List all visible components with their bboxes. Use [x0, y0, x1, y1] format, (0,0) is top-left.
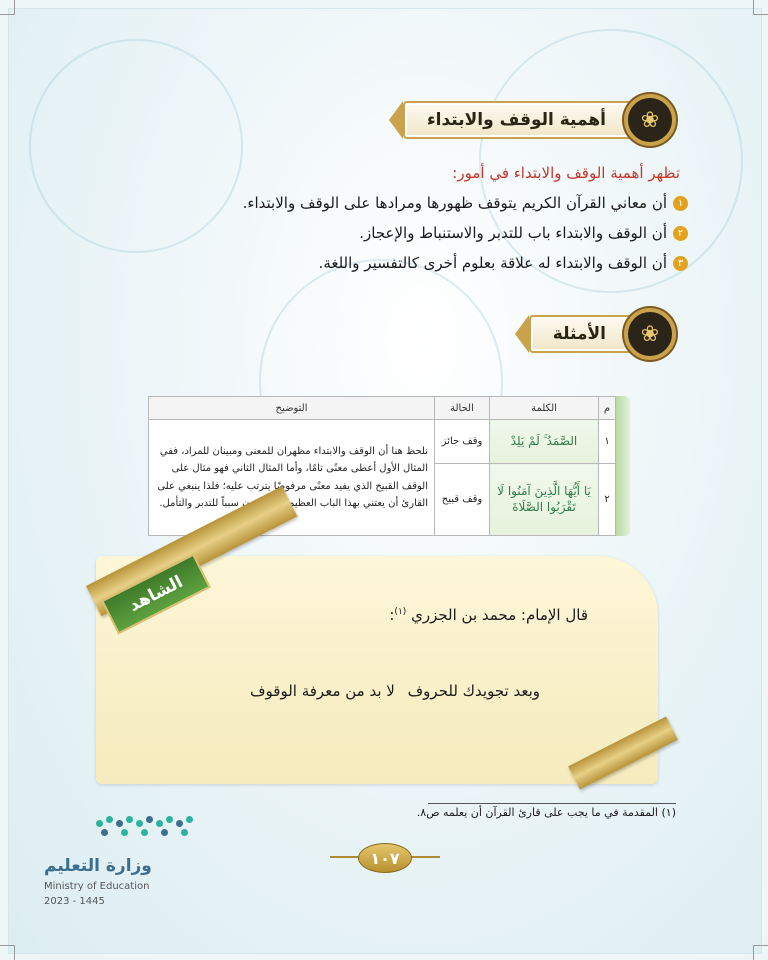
banner-tip — [515, 315, 529, 353]
header-state: الحالة — [435, 397, 490, 420]
section-banner-examples — [515, 314, 676, 354]
crop-mark — [0, 0, 15, 15]
point-text: أن الوقف والابتداء له علاقة بعلوم أخرى كالتفسير واللغة. — [318, 254, 667, 272]
row-word: يَا أَيُّهَا الَّذِينَ آمَنُوا لَا تَقْرَبُوا الصَّلَاةَ — [490, 464, 599, 536]
examples-table-wrapper — [148, 396, 616, 536]
crop-mark — [753, 945, 768, 960]
section-title-box — [403, 101, 634, 139]
footnote-ref[interactable]: (١) — [394, 607, 407, 617]
list-item — [128, 254, 688, 272]
table-row — [149, 420, 616, 464]
point-text: أن معاني القرآن الكريم يتوقف ظهورها ومرادها على الوقف والابتداء. — [242, 194, 667, 212]
ministry-logo-icon — [96, 816, 196, 838]
footnote: (١) المقدمة في ما يجب على قارئ القرآن أن يعلمه ص٨. — [416, 806, 676, 819]
ministry-year: 2023 - 1445 — [44, 896, 105, 907]
number-badge: ٣ — [673, 256, 688, 271]
list-item — [128, 194, 688, 212]
header-word: الكلمة — [490, 397, 599, 420]
witness-said: قال الإمام: محمد بن الجزري — [411, 606, 588, 624]
table-header-row — [149, 397, 616, 420]
examples-table — [148, 396, 616, 536]
row-state: وقف جائز — [435, 420, 490, 464]
page-number-ornament — [330, 840, 440, 876]
header-note: التوضيح — [149, 397, 435, 420]
row-state: وقف قبيح — [435, 464, 490, 536]
table-green-edge — [616, 396, 630, 536]
section-banner-importance — [389, 100, 676, 140]
witness-ribbon-label: الشاهد — [125, 572, 187, 616]
number-badge: ٢ — [673, 226, 688, 241]
ministry-name-english: Ministry of Education — [44, 881, 150, 892]
list-item — [128, 224, 688, 242]
page-number-badge — [358, 843, 412, 873]
witness-intro — [389, 606, 588, 624]
section-title-box — [529, 315, 634, 353]
header-num: م — [599, 397, 616, 420]
point-text: أن الوقف والابتداء باب للتدبر والاستنباط والإعجاز. — [359, 224, 667, 242]
verse-first-hemistich: وبعد تجويدك للحروف — [407, 682, 540, 700]
intro-text: تظهر أهمية الوقف والابتداء في أمور: — [452, 164, 680, 182]
section-title: أهمية الوقف والابتداء — [426, 110, 606, 130]
crop-mark — [753, 0, 768, 15]
crop-mark — [0, 945, 15, 960]
number-badge: ١ — [673, 196, 688, 211]
banner-tip — [389, 101, 403, 139]
row-num: ٢ — [599, 464, 616, 536]
row-num: ١ — [599, 420, 616, 464]
row-note: نلحظ هنا أن الوقف والابتداء مظهران للمعنى ومبينان للمراد، ففي المثال الأول أعطى معنًى تامًا، وأما المثال الثاني فهو مثال على الوقف القبيح الذي يفيد معنًى مرفوضًا يترتب عليه؛ فلذا ينبغي على القارئ أن يعتني بهذا الباب العظيم الذي يكون سبباً للتدبر والتأمل. — [149, 420, 435, 536]
section-title: الأمثلة — [552, 324, 606, 344]
row-word: الصَّمَدُ ۚ لَمْ يَلِدْ — [490, 420, 599, 464]
witness-colon: : — [389, 606, 395, 624]
page-number: ١٠٧ — [370, 848, 400, 868]
ministry-name-arabic: وزارة التعليم — [44, 856, 152, 876]
footnote-divider — [428, 803, 676, 804]
verse-second-hemistich: لا بد من معرفة الوقوف — [250, 682, 395, 700]
flower-medallion-icon: ❀ — [624, 308, 676, 360]
points-list — [128, 194, 688, 284]
flower-medallion-icon: ❀ — [624, 94, 676, 146]
